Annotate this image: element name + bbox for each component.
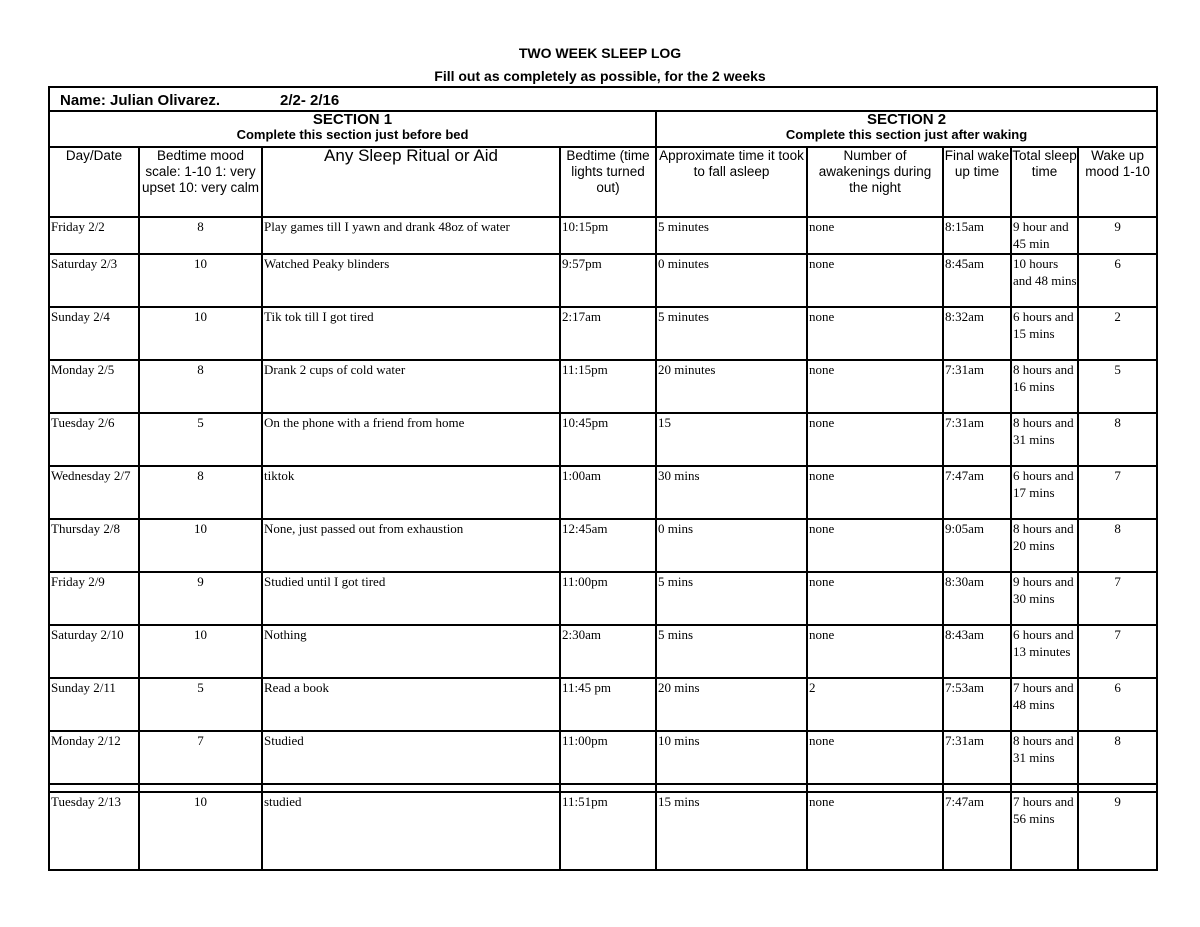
day-date-cell: Monday 2/5 (49, 360, 139, 413)
sleep-ritual-cell: studied (262, 792, 560, 870)
wake-time-cell: 7:47am (943, 792, 1011, 870)
bedtime-mood-cell: 8 (139, 466, 262, 519)
awakenings-cell: none (807, 792, 943, 870)
bedtime-cell: 10:45pm (560, 413, 656, 466)
bedtime-cell: 12:45am (560, 519, 656, 572)
bedtime-cell: 11:45 pm (560, 678, 656, 731)
awakenings-cell: none (807, 625, 943, 678)
wake-time-cell: 8:30am (943, 572, 1011, 625)
wake-time-cell: 8:45am (943, 254, 1011, 307)
wake-mood-cell: 8 (1078, 413, 1157, 466)
wake-mood-cell: 7 (1078, 572, 1157, 625)
wake-mood-cell: 2 (1078, 307, 1157, 360)
awakenings-cell: none (807, 217, 943, 254)
bedtime-cell: 2:30am (560, 625, 656, 678)
fall-asleep-cell: 10 mins (656, 731, 807, 784)
day-date-cell: Friday 2/2 (49, 217, 139, 254)
awakenings-cell: none (807, 413, 943, 466)
wake-mood-cell: 9 (1078, 217, 1157, 254)
total-sleep-cell: 8 hours and 20 mins (1011, 519, 1078, 572)
section-2-header (656, 111, 1157, 147)
name-label: Name: Julian Olivarez. (60, 91, 221, 109)
section-1-heading: SECTION 1 (312, 111, 393, 128)
sleep-ritual-cell: Watched Peaky blinders (262, 254, 560, 307)
day-date-cell: Wednesday 2/7 (49, 466, 139, 519)
fall-asleep-cell: 5 minutes (656, 307, 807, 360)
bedtime-mood-cell: 7 (139, 731, 262, 784)
table-row (49, 519, 1157, 572)
total-sleep-cell: 9 hours and 30 mins (1011, 572, 1078, 625)
fall-asleep-cell: 15 mins (656, 792, 807, 870)
row-separator (49, 784, 1157, 792)
document-title: TWO WEEK SLEEP LOG (518, 45, 682, 61)
header-day-date: Day/Date (49, 147, 139, 217)
wake-mood-cell: 6 (1078, 678, 1157, 731)
table-row (49, 678, 1157, 731)
separator-cell (139, 784, 262, 792)
wake-mood-cell: 6 (1078, 254, 1157, 307)
bedtime-cell: 9:57pm (560, 254, 656, 307)
bedtime-mood-cell: 10 (139, 307, 262, 360)
wake-time-cell: 7:53am (943, 678, 1011, 731)
total-sleep-cell: 7 hours and 56 mins (1011, 792, 1078, 870)
section-2-subheading: Complete this section just after waking (785, 127, 1028, 142)
wake-mood-cell: 8 (1078, 519, 1157, 572)
bedtime-cell: 2:17am (560, 307, 656, 360)
wake-mood-cell: 7 (1078, 625, 1157, 678)
table-row (49, 307, 1157, 360)
wake-time-cell: 8:15am (943, 217, 1011, 254)
header-fall-asleep-time: Approximate time it took to fall asleep (656, 147, 807, 217)
day-date-cell: Saturday 2/10 (49, 625, 139, 678)
day-date-cell: Monday 2/12 (49, 731, 139, 784)
wake-mood-cell: 8 (1078, 731, 1157, 784)
bedtime-mood-cell: 10 (139, 519, 262, 572)
section-1-header (49, 111, 656, 147)
bedtime-mood-cell: 8 (139, 217, 262, 254)
bedtime-cell: 1:00am (560, 466, 656, 519)
fall-asleep-cell: 30 mins (656, 466, 807, 519)
wake-time-cell: 7:47am (943, 466, 1011, 519)
total-sleep-cell: 8 hours and 31 mins (1011, 731, 1078, 784)
section-2-heading: SECTION 2 (866, 111, 947, 128)
sleep-ritual-cell: Read a book (262, 678, 560, 731)
table-row (49, 413, 1157, 466)
day-date-cell: Sunday 2/11 (49, 678, 139, 731)
sleep-ritual-cell: Tik tok till I got tired (262, 307, 560, 360)
fall-asleep-cell: 5 mins (656, 572, 807, 625)
day-date-cell: Tuesday 2/13 (49, 792, 139, 870)
bedtime-mood-cell: 5 (139, 678, 262, 731)
separator-cell (560, 784, 656, 792)
sleep-ritual-cell: tiktok (262, 466, 560, 519)
table-row (49, 625, 1157, 678)
wake-time-cell: 8:43am (943, 625, 1011, 678)
bedtime-mood-cell: 10 (139, 792, 262, 870)
awakenings-cell: none (807, 307, 943, 360)
wake-time-cell: 8:32am (943, 307, 1011, 360)
header-bedtime-mood: Bedtime mood scale: 1-10 1: very upset 10: very calm (139, 147, 262, 217)
header-final-wake-time: Final wake up time (943, 147, 1011, 217)
fall-asleep-cell: 5 mins (656, 625, 807, 678)
day-date-cell: Friday 2/9 (49, 572, 139, 625)
awakenings-cell: none (807, 731, 943, 784)
header-total-sleep: Total sleep time (1011, 147, 1078, 217)
header-sleep-ritual: Any Sleep Ritual or Aid (262, 147, 560, 217)
separator-cell (656, 784, 807, 792)
sleep-ritual-cell: Play games till I yawn and drank 48oz of water (262, 217, 560, 254)
header-wake-mood: Wake up mood 1-10 (1078, 147, 1157, 217)
fall-asleep-cell: 15 (656, 413, 807, 466)
bedtime-cell: 11:15pm (560, 360, 656, 413)
bedtime-mood-cell: 5 (139, 413, 262, 466)
table-row (49, 217, 1157, 254)
sleep-ritual-cell: On the phone with a friend from home (262, 413, 560, 466)
wake-time-cell: 7:31am (943, 731, 1011, 784)
bedtime-mood-cell: 9 (139, 572, 262, 625)
wake-time-cell: 7:31am (943, 360, 1011, 413)
section-1-subheading: Complete this section just before bed (236, 127, 469, 142)
header-awakenings: Number of awakenings during the night (807, 147, 943, 217)
sleep-ritual-cell: None, just passed out from exhaustion (262, 519, 560, 572)
awakenings-cell: none (807, 254, 943, 307)
bedtime-cell: 11:00pm (560, 572, 656, 625)
table-row (49, 572, 1157, 625)
day-date-cell: Sunday 2/4 (49, 307, 139, 360)
separator-cell (943, 784, 1011, 792)
name-row (49, 87, 1157, 111)
day-date-cell: Thursday 2/8 (49, 519, 139, 572)
table-row (49, 466, 1157, 519)
fall-asleep-cell: 0 minutes (656, 254, 807, 307)
awakenings-cell: none (807, 519, 943, 572)
separator-cell (1011, 784, 1078, 792)
sleep-ritual-cell: Studied (262, 731, 560, 784)
total-sleep-cell: 6 hours and 15 mins (1011, 307, 1078, 360)
bedtime-cell: 10:15pm (560, 217, 656, 254)
fall-asleep-cell: 5 minutes (656, 217, 807, 254)
bedtime-mood-cell: 10 (139, 254, 262, 307)
wake-mood-cell: 9 (1078, 792, 1157, 870)
name-cell (49, 87, 1157, 111)
total-sleep-cell: 6 hours and 13 minutes (1011, 625, 1078, 678)
document-subtitle: Fill out as completely as possible, for the 2 weeks (434, 68, 766, 84)
day-date-cell: Saturday 2/3 (49, 254, 139, 307)
total-sleep-cell: 8 hours and 31 mins (1011, 413, 1078, 466)
column-header-row (49, 147, 1157, 217)
wake-time-cell: 9:05am (943, 519, 1011, 572)
section-row (49, 111, 1157, 147)
fall-asleep-cell: 0 mins (656, 519, 807, 572)
wake-mood-cell: 7 (1078, 466, 1157, 519)
sleep-ritual-cell: Studied until I got tired (262, 572, 560, 625)
separator-cell (262, 784, 560, 792)
separator-cell (1078, 784, 1157, 792)
sleep-ritual-cell: Drank 2 cups of cold water (262, 360, 560, 413)
total-sleep-cell: 7 hours and 48 mins (1011, 678, 1078, 731)
wake-time-cell: 7:31am (943, 413, 1011, 466)
awakenings-cell: none (807, 572, 943, 625)
awakenings-cell: none (807, 466, 943, 519)
total-sleep-cell: 10 hours and 48 mins (1011, 254, 1078, 307)
fall-asleep-cell: 20 minutes (656, 360, 807, 413)
total-sleep-cell: 9 hour and 45 min (1011, 217, 1078, 254)
date-range: 2/2- 2/16 (280, 91, 340, 109)
awakenings-cell: 2 (807, 678, 943, 731)
wake-mood-cell: 5 (1078, 360, 1157, 413)
awakenings-cell: none (807, 360, 943, 413)
table-row (49, 360, 1157, 413)
table-row (49, 731, 1157, 784)
bedtime-cell: 11:00pm (560, 731, 656, 784)
bedtime-mood-cell: 8 (139, 360, 262, 413)
table-row (49, 254, 1157, 307)
total-sleep-cell: 6 hours and 17 mins (1011, 466, 1078, 519)
table-row (49, 792, 1157, 870)
sleep-ritual-cell: Nothing (262, 625, 560, 678)
bedtime-mood-cell: 10 (139, 625, 262, 678)
separator-cell (807, 784, 943, 792)
bedtime-cell: 11:51pm (560, 792, 656, 870)
sleep-log-table (48, 86, 1158, 871)
separator-cell (49, 784, 139, 792)
day-date-cell: Tuesday 2/6 (49, 413, 139, 466)
total-sleep-cell: 8 hours and 16 mins (1011, 360, 1078, 413)
header-bedtime: Bedtime (time lights turned out) (560, 147, 656, 217)
fall-asleep-cell: 20 mins (656, 678, 807, 731)
